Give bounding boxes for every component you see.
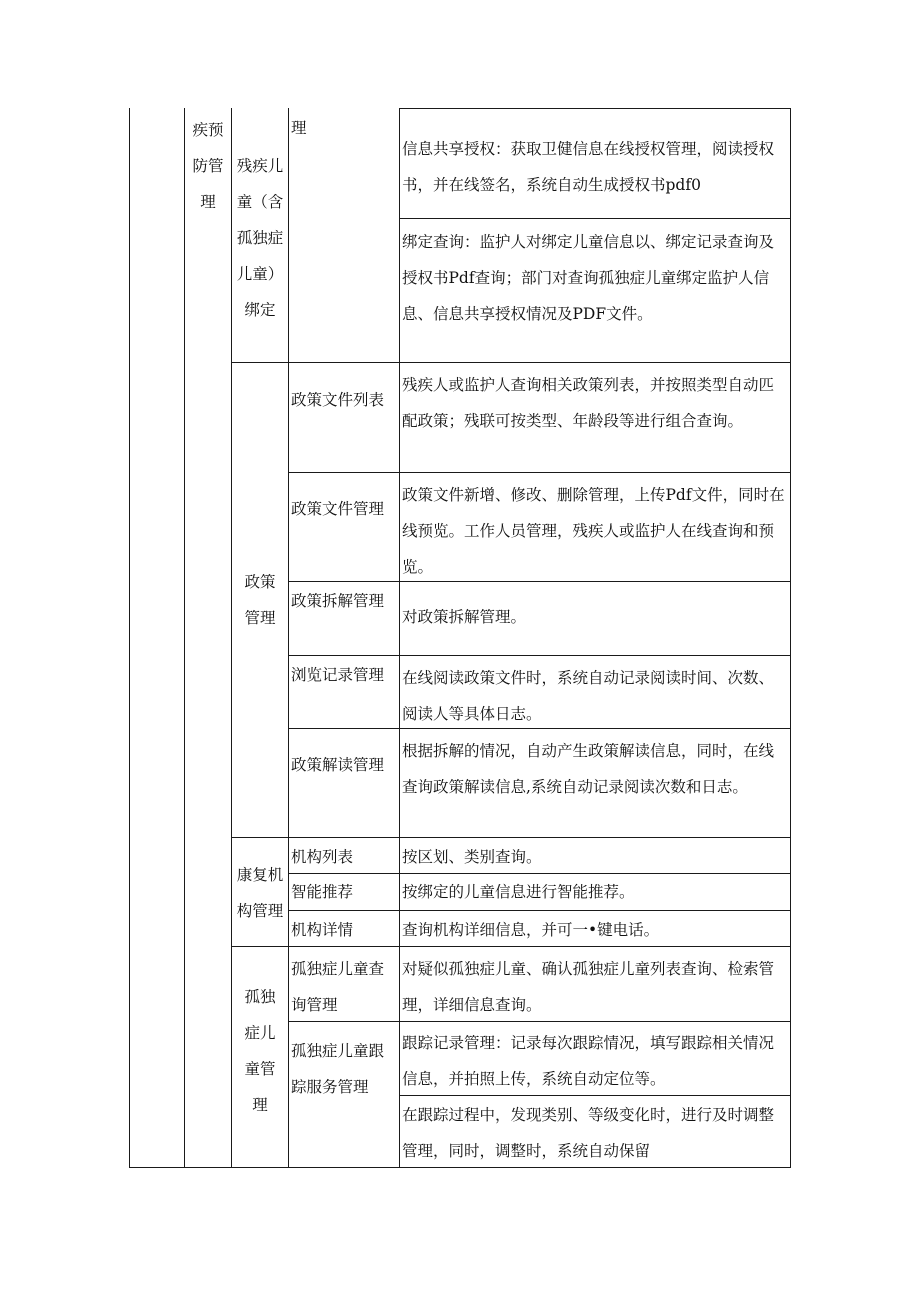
col4-smart-rec: 按绑定的儿童信息进行智能推荐。 [402, 883, 635, 901]
rule-group-bind [231, 362, 791, 363]
rule-right [790, 108, 791, 1168]
col4-policy-interp: 根据拆解的情况，自动产生政策解读信息，同时，在线查询政策解读信息,系统自动记录阅读次数和日志。 [402, 742, 775, 796]
col3-inst-list: 机构列表 [291, 848, 354, 866]
rule-smart-rec [288, 910, 791, 911]
col3-policy-interp: 政策解读管理 [291, 756, 385, 774]
col1-label: 疾预防管理 [192, 121, 224, 211]
col4-browse-record: 在线阅读政策文件时，系统自动记录阅读时间、次数、阅读人等具体日志。 [402, 669, 775, 723]
col4-autism-query: 对疑似孤独症儿童、确认孤独症儿童列表查询、检索管理，详细信息查询。 [402, 960, 775, 1014]
rule-row-share [399, 218, 791, 219]
col2-policy-label: 政策管理 [244, 573, 276, 627]
col3-policy-list: 政策文件列表 [291, 391, 385, 409]
rule-policy-split [288, 655, 791, 656]
col4-share-auth: 信息共享授权：获取卫健信息在线授权管理，阅读授权书，并在线签名，系统自动生成授权书pdf0 [402, 140, 775, 194]
rule-group-policy [231, 837, 791, 838]
rule-col4-left [399, 108, 400, 1168]
col3-browse-record: 浏览记录管理 [291, 666, 385, 684]
col4-bind-query: 绑定查询：监护人对绑定儿童信息以、绑定记录查询及授权书Pdf查询；部门对查询孤独症儿童绑定监护人信息、信息共享授权情况及PDF文件。 [402, 233, 775, 323]
col4-policy-list: 残疾人或监护人查询相关政策列表，并按照类型自动匹配政策；残联可按类型、年龄段等进行组合查询。 [402, 376, 775, 430]
rule-col1 [184, 108, 185, 1168]
col4-policy-split: 对政策拆解管理。 [402, 608, 527, 626]
col2-autism-label: 孤独症儿童管理 [244, 988, 276, 1114]
col4-inst-list: 按区划、类别查询。 [402, 848, 542, 866]
rule-top [399, 108, 791, 109]
col4-track-record: 跟踪记录管理：记录每次跟踪情况，填写跟踪相关情况信息，并拍照上传，系统自动定位等。 [402, 1034, 775, 1088]
col4-policy-file: 政策文件新增、修改、删除管理，上传Pdf文件，同时在线预览。工作人员管理，残疾人或监护人在线查询和预览。 [402, 486, 785, 576]
col4-inst-detail: 查询机构详细信息，并可一•键电话。 [402, 921, 660, 939]
col4-track-adjust: 在跟踪过程中，发现类别、等级变化时，进行及时调整管理，同时，调整时，系统自动保留 [402, 1106, 775, 1160]
col2-bind-label: 残疾儿童（含孤独症儿童）绑定 [236, 157, 284, 319]
col2-rehab-label: 康复机构管理 [236, 866, 284, 920]
col3-policy-file: 政策文件管理 [291, 500, 385, 518]
col3-autism-track: 孤独症儿童跟踪服务管理 [291, 1042, 385, 1096]
col3-bind-cont: 理 [291, 119, 307, 137]
col3-smart-rec: 智能推荐 [291, 883, 354, 901]
col3-autism-query: 孤独症儿童查询管理 [291, 960, 385, 1014]
rule-left [129, 108, 130, 1168]
col3-inst-detail: 机构详情 [291, 921, 354, 939]
col3-policy-split: 政策拆解管理 [291, 592, 385, 610]
rule-col3 [288, 108, 289, 1168]
rule-policy-list [288, 472, 791, 473]
